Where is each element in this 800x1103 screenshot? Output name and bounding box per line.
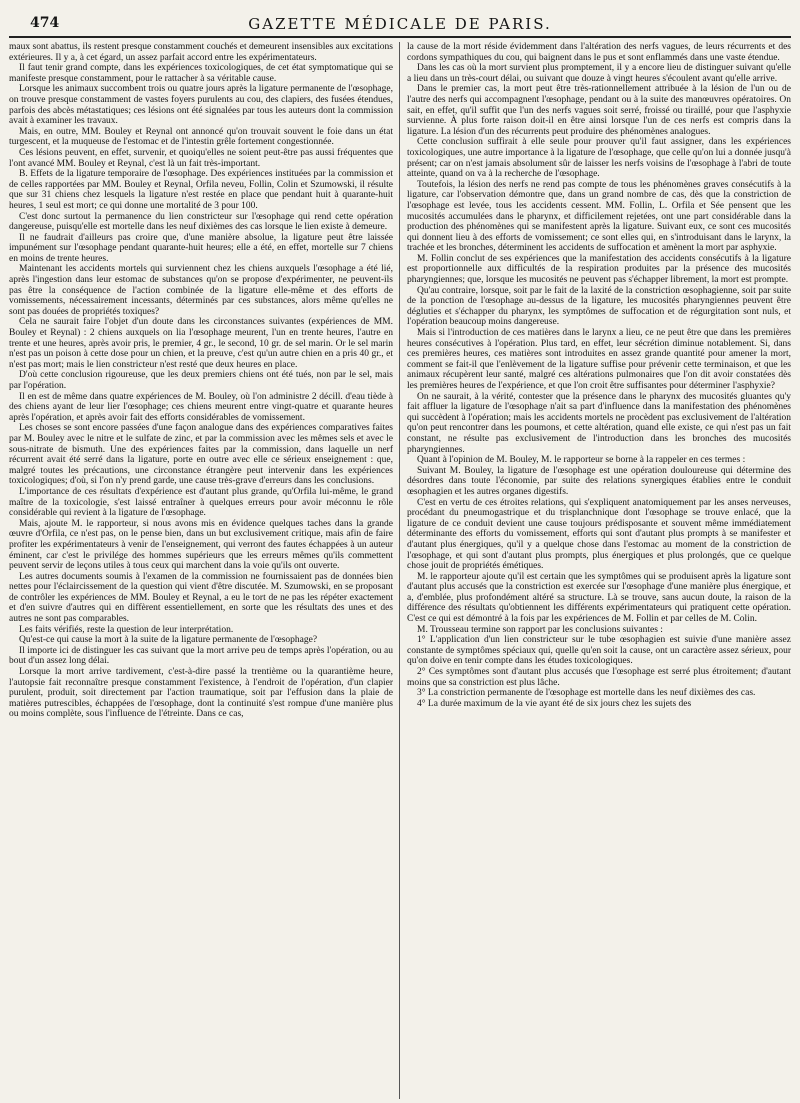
- paragraph: Ces lésions peuvent, en effet, survenir, et quoiqu'elles ne soient peut-être pas aussi fréquentes que l'ont avancé MM. Bouley et Reynal, c'est là un fait très-important.: [9, 147, 393, 169]
- paragraph: Les autres documents soumis à l'examen de la commission ne fournissaient pas de données bien nettes pour l'éclaircissement de la question qui vient d'être discutée. M. Szumowski, en se proposant de contrôler les expériences de MM. Bouley et Reynal, a eu le tort de ne pas les répéter exactement et d'en suivre d'autres qui en diffèrent essentiellement, en sorte que les résultats des unes et des autres ne sont pas comparables.: [9, 571, 393, 625]
- paragraph: 3° La constriction permanente de l'œsophage est mortelle dans les neuf dixièmes des cas.: [417, 688, 756, 699]
- paragraph: Qu'est-ce qui cause la mort à la suite de la ligature permanente de l'œsophage?: [19, 635, 318, 646]
- paragraph: Dans le premier cas, la mort peut être très-rationnellement attribuée à la lésion de l'un ou de l'autre des nerfs qui accompagnent l'œsophage, pendant ou à la suite des manœuvres opératoires. On sait, en effet, qu'il suffit que l'un des nerfs vagues soit serré, froissé ou tiraillé, pour que l'asphyxie survienne. À plus forte raison doit-il en être ainsi lorsque l'un de ces nerfs est compris dans la ligature. La lésion d'un des récurrents peut produire des phénomènes analogues.: [407, 84, 791, 137]
- paragraph: 1° L'application d'un lien constricteur sur le tube œsophagien est suivie d'une manière assez constante de symptômes spéciaux qui, quelle qu'en soit la cause, ont un caractère assez sérieux, pour qu'on doive en tenir compte dans les études toxicologiques.: [407, 635, 791, 667]
- paragraph: Il en est de même dans quatre expériences de M. Bouley, où l'on administre 2 décill. d'eau tiède à des chiens ayant de leur lier l'œsophage; ces chiens meurent entre vingt-quatre et quarante heures après l'opération, et après avoir fait des efforts considérables de vomissement.: [9, 391, 393, 423]
- paragraph: Cette conclusion suffirait à elle seule pour prouver qu'il faut assigner, dans les expériences toxicologiques, une autre importance à la ligature de l'œsophage, que celle qu'on lui a donnée jusqu'à présent; car on n'est jamais absolument sûr de laisser les nerfs voisins de l'œsophage à l'abri de toute atteinte, quand on va à la recherche de l'œsophage.: [407, 137, 791, 180]
- paragraph: Qu'au contraire, lorsque, soit par le fait de la laxité de la constriction œsophagienne, soit par suite de la ponction de l'œsophage au-dessus de la ligature, les mucosités pharyngiennes peuvent être dégluties et s'échapper du pharynx, les symptômes de suffocation et de régurgitation sont nuls, et l'opération beaucoup moins dangereuse.: [407, 285, 791, 328]
- paragraph: Lorsque les animaux succombent trois ou quatre jours après la ligature permanente de l'œsophage, on trouve presque constamment de vastes foyers purulents au cou, des clapiers, des fusées étendues, parfois des abcès métastatiques; ces lésions ont été signalées par tous les auteurs dont la commission avait à examiner les travaux.: [9, 84, 393, 127]
- paragraph: Mais, en outre, MM. Bouley et Reynal ont annoncé qu'on trouvait souvent le foie dans un état turgescent, et la muqueuse de l'estomac et de l'intestin grêle fortement congestionnée.: [9, 126, 393, 148]
- left-column: [9, 42, 393, 1099]
- paragraph: Les choses se sont encore passées d'une façon analogue dans des expériences comparatives faites par M. Bouley avec le nitre et le sulfate de zinc, et par la commission avec les mêmes sels et avec le sous-nitrate de bismuth. Une des expériences faites par la commission, dans laquelle un nerf récurrent avait été serré dans la ligature, porte en outre avec elle ce sérieux enseignement : que, malgré toutes les précautions, une circonstance étrangère peut intervenir dans les expériences toxicologiques; d'où, si l'on n'y prend garde, une cause très-grave d'erreurs dans les conclusions.: [9, 423, 393, 487]
- paragraph: B. Effets de la ligature temporaire de l'œsophage. Des expériences instituées par la commission et de celles rapportées par MM. Bouley et Reynal, Orfila neveu, Follin, Colin et Szumowski, il résulte que sur 31 chiens chez lesquels la ligature n'est restée en place que pendant huit à quarante-huit heures, 1 seul est mort; ce qui donne une mortalité de 3 pour 100.: [9, 169, 393, 211]
- paragraph: Suivant M. Bouley, la ligature de l'œsophage est une opération douloureuse qui détermine des désordres dans toute l'économie, par suite des relations synergiques établies entre le conduit œsophagien et les autres organes digestifs.: [407, 465, 791, 497]
- paragraph: Maintenant les accidents mortels qui surviennent chez les chiens auxquels l'œsophage a été lié, après l'ingestion dans leur estomac de substances qu'on se propose d'expérimenter, ne peuvent-ils pas être la conséquence de l'action combinée de la ligature elle-même et des efforts de vomissements, nécessairement incessants, déterminés par ces substances, alors même qu'elles ne sont pas douées de propriétés toxiques?: [9, 264, 393, 317]
- paragraph: D'où cette conclusion rigoureuse, que les deux premiers chiens ont été tués, non par le sel, mais par l'opération.: [9, 370, 393, 391]
- paragraph: Mais si l'introduction de ces matières dans le larynx a lieu, ce ne peut être que dans les premières heures consécutives à l'opération. Plus tard, en effet, leur sécrétion diminue notablement. Si, dans ces premières heures, ces matières sont introduites en assez grande quantité pour amener la mort, comment se fait-il que l'enlèvement de la ligature suffise pour prévenir cette terminaison, et que les animaux récupèrent leur santé, malgré ces altérations pulmonaires que l'on dit avoir constatées dès les premières heures de l'expérience, et que l'on croit être suffisantes pour déterminer l'asphyxie?: [407, 328, 791, 391]
- paragraph: On ne saurait, à la vérité, contester que la présence dans le pharynx des mucosités gluantes qu'y fait affluer la ligature de l'œsophage n'ait sa part d'influence dans la manifestation des phénomènes qui succèdent à l'opération; mais les accidents mortels ne procèdent pas exclusivement de l'altération qu'on peut rencontrer dans les poumons, et cette altération, quand elle existe, ce qui n'est pas un fait constant, ne résulte pas exclusivement de l'introduction dans les bronches des mucosités pharyngiennes.: [407, 391, 791, 455]
- paragraph: Mais, ajoute M. le rapporteur, si nous avons mis en évidence quelques taches dans la grande œuvre d'Orfila, ce n'est pas, on le pense bien, dans un but exclusivement critique, mais afin de faire profiter les expérimentateurs à venir de l'enseignement, qui verront des fautes échappées à un auteur éminent, car c'est le privilége des hommes supérieurs que les erreurs mêmes qu'ils commettent peuvent servir de leçons utiles à tous ceux qui marchent dans la voie qu'ils ont ouverte.: [9, 518, 393, 572]
- page-number: 474: [30, 15, 60, 31]
- right-column: [407, 42, 791, 1099]
- paragraph: M. Trousseau termine son rapport par les conclusions suivantes :: [417, 624, 663, 635]
- paragraph: M. Follin conclut de ses expériences que la manifestation des accidents consécutifs à la ligature est proportionnelle aux difficultés de la respiration produites par la présence des mucosités pharyngiennes; que, lorsque les mucosités ne peuvent pas s'échapper librement, la mort est prompte.: [407, 253, 791, 286]
- page-header: [9, 10, 791, 38]
- paragraph: Dans les cas où la mort survient plus promptement, il y a encore lieu de distinguer suivant qu'elle a lieu dans un très-court délai, ou suivant que douze à vingt heures s'écoulent avant qu'elle arrive.: [407, 63, 791, 84]
- paragraph: la cause de la mort réside évidemment dans l'altération des nerfs vagues, de leurs récurrents et des cordons sympathiques du cou, qui baignent dans le pus et sont enflammés dans une vaste étendue.: [407, 42, 791, 63]
- paragraph: Lorsque la mort arrive tardivement, c'est-à-dire passé la trentième ou la quarantième heure, l'autopsie fait reconnaître presque constamment l'existence, à l'endroit de l'opération, d'un clapier purulent, produit, soit directement par l'action traumatique, soit par l'effusion dans la plaie de matières putrescibles, échappées de l'œsophage, dont la continuité s'est rompue d'une manière plus ou moins complète, sous l'influence de l'étreinte. Dans ce cas,: [9, 667, 393, 720]
- paragraph: Les faits vérifiés, reste la question de leur interprétation.: [19, 624, 234, 635]
- paragraph: C'est en vertu de ces étroites relations, qui s'expliquent anatomiquement par les anses nerveuses, procédant du pneumogastrique et du trisplanchnique dont l'œsophage se trouve enlacé, que la ligature de ce conduit devient une cause toujours prédisposante et souvent même immédiatement déterminante des efforts du vomissement, efforts qui sont d'autant plus prompts à se manifester et d'autant plus énergiques, qu'il y a quelque chose dans l'estomac au moment de la constriction de l'œsophage, et qui sont d'autant plus prompts, plus énergiques et plus prolongés, que ce quelque chose jouit de propriétés émétiques.: [407, 497, 791, 572]
- text-columns: [9, 42, 791, 1099]
- paragraph: 2° Ces symptômes sont d'autant plus accusés que l'œsophage est serré plus étroitement; d'autant moins que sa constriction est plus lâche.: [407, 667, 791, 688]
- column-rule: [393, 42, 407, 1099]
- paragraph: maux sont abattus, ils restent presque constamment couchés et demeurent insensibles aux excitations extérieures. Il y a, à cet égard, un assez parfait accord entre les expérimentateurs.: [9, 42, 393, 63]
- paragraph: Il faut tenir grand compte, dans les expériences toxicologiques, de cet état symptomatique qui se manifeste presque constamment, pour le rattacher à sa véritable cause.: [9, 63, 393, 84]
- paragraph: Toutefois, la lésion des nerfs ne rend pas compte de tous les phénomènes graves consécutifs à la ligature, car l'observation démontre que, dans un grand nombre de cas, dès que la constriction de l'œsophage est levée, tous les accidents cessent. MM. Follin, L. Orfila et Sée pensent que les mucosités accumulées dans le pharynx, et difficilement rejetées, ont une part considérable dans la production des phénomènes qui se manifestent après la ligature. Suivant eux, ce sont ces mucosités qui donnent lieu à des efforts de vomissement; ce sont elles qui, en s'introduisant dans le larynx, la trachée et les bronches, déterminent les accidents de suffocation et amènent la mort par asphyxie.: [407, 179, 791, 254]
- paragraph: M. le rapporteur ajoute qu'il est certain que les symptômes qui se produisent après la ligature sont d'autant plus accusés que la constriction est exercée sur l'œsophage d'une manière plus énergique, et a, d'emblée, plus profondément altéré sa structure. Là se trouve, sans aucun doute, la raison de la différence des résultats qu'obtiennent les différents expérimentateurs qui pratiquent cette opération. C'est ce qui est démontré à la fois par les expériences de M. Follin et par celles de M. Colin.: [407, 571, 791, 625]
- paragraph: L'importance de ces résultats d'expérience est d'autant plus grande, qu'Orfila lui-même, le grand maître de la toxicologie, s'est laissé entraîner à quelques erreurs pour avoir méconnu le rôle considérable qui revient à la ligature de l'œsophage.: [9, 486, 393, 519]
- paragraph: Il importe ici de distinguer les cas suivant que la mort arrive peu de temps après l'opération, ou au bout d'un assez long délai.: [9, 645, 393, 667]
- journal-title: GAZETTE MÉDICALE DE PARIS.: [248, 15, 552, 33]
- paragraph: Il ne faudrait d'ailleurs pas croire que, d'une manière absolue, la ligature peut être laissée impunément sur l'œsophage pendant quarante-huit heures; elle a été, en effet, mortelle sur 7 chiens en moins de trente heures.: [9, 232, 393, 264]
- paragraph: 4° La durée maximum de la vie ayant été de six jours chez les sujets des: [417, 698, 692, 709]
- paragraph: Quant à l'opinion de M. Bouley, M. le rapporteur se borne à la rappeler en ces termes :: [417, 455, 746, 466]
- paragraph: C'est donc surtout la permanence du lien constricteur sur l'œsophage qui rend cette opération dangereuse, puisqu'elle est mortelle dans les neuf dixièmes des cas lorsque le lien existe à demeure.: [9, 211, 393, 233]
- paragraph: Cela ne saurait faire l'objet d'un doute dans les circonstances suivantes (expériences de MM. Bouley et Reynal) : 2 chiens auxquels on lia l'œsophage meurent, l'un en trente heures, l'autre en trente et une heures, après avoir pris, le premier, 4 gr., le second, 10 gr. de sel marin. Or le sel marin n'est pas un poison à cette dose pour un chien, et la preuve, c'est qu'un autre chien en a pris 40 gr., et n'est pas mort; mais le lien constricteur n'est resté que deux heures en place.: [9, 317, 393, 370]
